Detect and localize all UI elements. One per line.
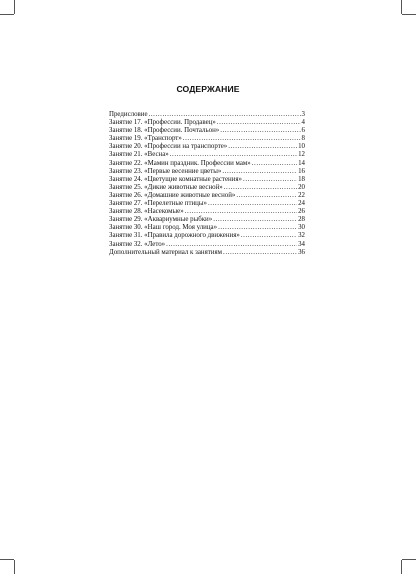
dot-leader (208, 200, 297, 208)
toc-entry-page: 4 (301, 119, 305, 127)
toc-entry-label: Занятие 21. «Весна» (109, 151, 169, 159)
toc-entry-label: Занятие 31. «Правила дорожного движения» (109, 232, 240, 240)
toc-entry-label: Занятие 26. «Домашние животные весной» (109, 191, 236, 199)
toc-entry-page: 20 (298, 183, 305, 191)
crop-mark (401, 560, 402, 574)
toc-entry-label: Занятие 18. «Профессии. Почтальон» (109, 127, 220, 135)
toc-entry-page: 8 (301, 135, 305, 143)
dot-leader (243, 176, 297, 184)
toc-entry-page: 6 (301, 127, 305, 135)
toc-entry-page: 28 (298, 216, 305, 224)
crop-mark (402, 14, 416, 15)
toc-entry (109, 224, 305, 232)
crop-mark (402, 559, 416, 560)
dot-leader (228, 143, 297, 151)
toc-entry-page: 22 (298, 191, 305, 199)
crop-mark (401, 0, 402, 14)
dot-leader (222, 168, 297, 176)
toc-entry-label: Занятие 23. «Первые весенние цветы» (109, 167, 222, 175)
crop-mark (0, 559, 14, 560)
toc-entry-page: 34 (298, 240, 305, 248)
toc-entry-page: 14 (298, 159, 305, 167)
toc-entry (109, 192, 305, 200)
dot-leader (166, 241, 297, 249)
dot-leader (224, 184, 297, 192)
dot-leader (213, 216, 297, 224)
toc-entry-label: Занятие 25. «Дикие животные весной» (109, 183, 223, 191)
toc-entry (109, 127, 305, 135)
toc-entry (109, 168, 305, 176)
toc-entry-page: 18 (298, 175, 305, 183)
toc-entry (109, 216, 305, 224)
toc-entry-label: Занятие 19. «Транспорт» (109, 135, 182, 143)
toc-entry (109, 232, 305, 240)
toc-entry-label: Занятие 28. «Насекомые» (109, 208, 184, 216)
toc-entry (109, 135, 305, 143)
toc-entry-page: 36 (298, 248, 305, 256)
dot-leader (170, 151, 297, 159)
toc-entry-page: 12 (298, 151, 305, 159)
crop-mark (0, 14, 14, 15)
toc-entry (109, 176, 305, 184)
toc-entry (109, 151, 305, 159)
dot-leader (241, 232, 297, 240)
dot-leader (218, 224, 297, 232)
toc-entry (109, 208, 305, 216)
toc-entry-label: Занятие 29. «Аквариумные рыбки» (109, 216, 213, 224)
dot-leader (236, 192, 297, 200)
toc-entry-label: Занятие 30. «Наш город. Моя улица» (109, 224, 218, 232)
toc-entry (109, 160, 305, 168)
crop-mark (14, 560, 15, 574)
toc-entry (109, 119, 305, 127)
toc-entry-page: 24 (298, 200, 305, 208)
dot-leader (185, 208, 297, 216)
toc-entry-label: Дополнительный материал к занятиям (109, 248, 222, 256)
table-of-contents (109, 111, 305, 257)
dot-leader (220, 127, 300, 135)
toc-entry (109, 249, 305, 257)
toc-entry (109, 241, 305, 249)
toc-entry-page: 10 (298, 143, 305, 151)
dot-leader (149, 111, 301, 119)
toc-entry-label: Занятие 24. «Цветущие комнатные растения» (109, 175, 242, 183)
toc-entry-label: Предисловие (109, 111, 148, 118)
toc-entry-label: Занятие 27. «Перелетные птицы» (109, 200, 207, 208)
toc-entry (109, 184, 305, 192)
toc-entry-page: 32 (298, 232, 305, 240)
crop-mark (14, 0, 15, 14)
toc-entry-page: 26 (298, 208, 305, 216)
toc-entry-label: Занятие 17. «Профессии. Продавец» (109, 119, 216, 127)
dot-leader (217, 119, 301, 127)
toc-entry-label: Занятие 32. «Лето» (109, 240, 166, 248)
toc-entry-label: Занятие 22. «Мамин праздник. Профессии мам» (109, 159, 251, 167)
toc-entry-page: 3 (301, 111, 305, 118)
toc-entry-page: 30 (298, 224, 305, 232)
toc-entry-page: 16 (298, 167, 305, 175)
toc-entry (109, 143, 305, 151)
dot-leader (223, 249, 297, 257)
dot-leader (183, 135, 301, 143)
toc-entry (109, 200, 305, 208)
page-title: СОДЕРЖАНИЕ (176, 84, 240, 94)
toc-entry-label: Занятие 20. «Профессии на транспорте» (109, 143, 228, 151)
toc-entry (109, 111, 305, 119)
dot-leader (252, 160, 297, 168)
